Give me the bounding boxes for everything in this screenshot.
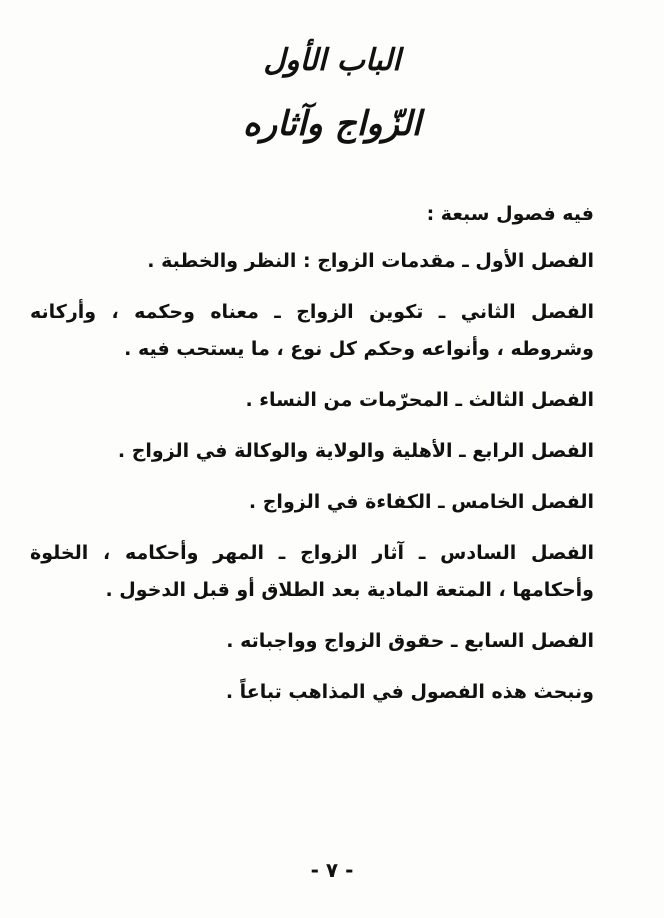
- chapter-1: الفصل الأول ـ مقدمات الزواج : النظر والخطبة .: [147, 250, 594, 272]
- subject-title: الزّواج وآثاره: [242, 104, 422, 144]
- chapter-2: الفصل الثاني ـ تكوين الزواج ـ معناه وحكمه ، وأركانه وشروطه ، وأنواعه وحكم كل نوع ، ما يستحب فيه .: [30, 301, 594, 360]
- page-number: - ٧ -: [310, 858, 354, 882]
- title-block: [0, 36, 664, 154]
- chapter-6: الفصل السادس ـ آثار الزواج ـ المهر وأحكامه ، الخلوة وأحكامها ، المتعة المادية بعد الطلاق أو قبل الدخول .: [30, 542, 594, 601]
- chapter-7: الفصل السابع ـ حقوق الزواج وواجباته .: [226, 630, 594, 652]
- closing-text: ونبحث هذه الفصول في المذاهب تباعاً .: [225, 681, 594, 703]
- chapter-4: الفصل الرابع ـ الأهلية والولاية والوكالة في الزواج .: [117, 440, 594, 462]
- intro-text: فيه فصول سبعة :: [426, 203, 594, 225]
- chapter-5: الفصل الخامس ـ الكفاءة في الزواج .: [248, 491, 594, 513]
- chapter-3: الفصل الثالث ـ المحرّمات من النساء .: [245, 389, 594, 411]
- chapter-list: [30, 196, 594, 725]
- part-title: الباب الأول: [263, 43, 401, 78]
